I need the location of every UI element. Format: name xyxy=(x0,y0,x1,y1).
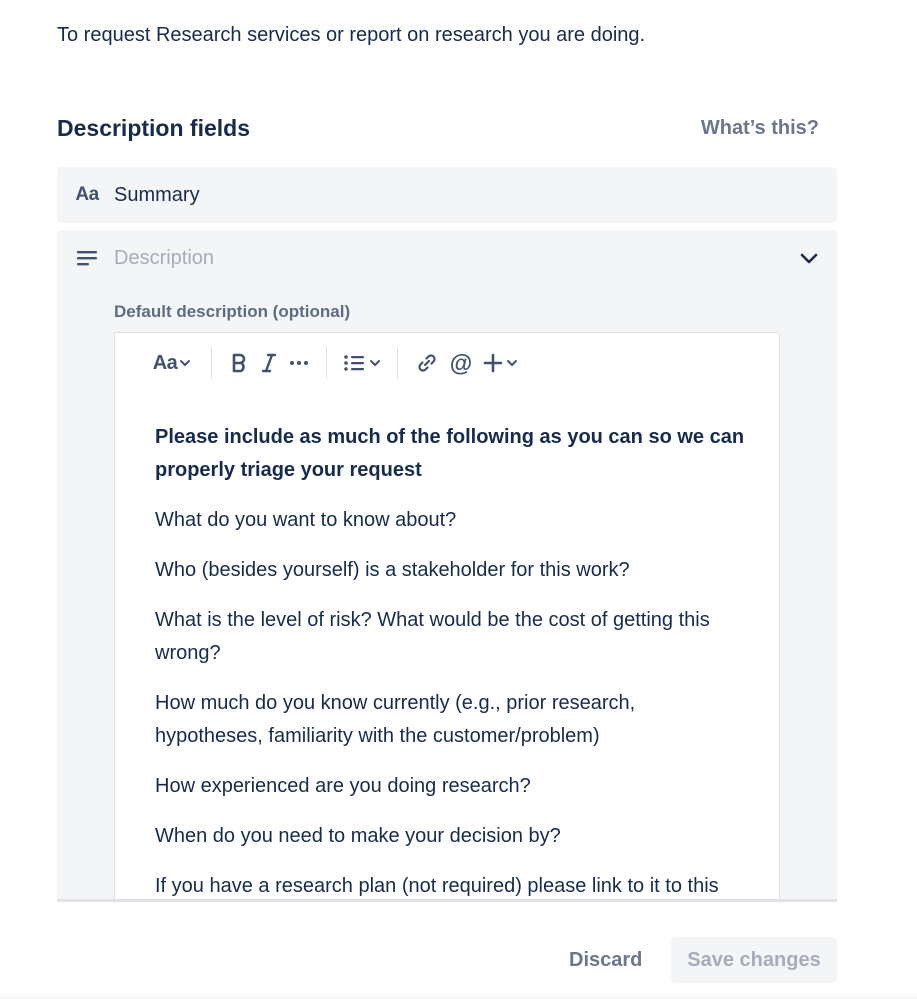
editor-paragraph: Who (besides yourself) is a stakeholder for this work? xyxy=(155,559,630,581)
text-style-icon: Aa xyxy=(152,351,178,374)
text-style-dropdown[interactable] xyxy=(145,345,199,381)
editor-paragraph: What do you want to know about? xyxy=(155,509,457,531)
editor-paragraph: When do you need to make your decision by? xyxy=(155,825,561,847)
more-formatting-button[interactable] xyxy=(284,345,314,381)
insert-dropdown[interactable] xyxy=(478,345,522,381)
chevron-down-icon xyxy=(506,357,518,369)
bold-button[interactable] xyxy=(224,345,254,381)
field-label-summary: Summary xyxy=(114,183,200,206)
editor-toolbar xyxy=(145,343,522,383)
discard-button[interactable]: Discard xyxy=(569,948,643,971)
form-footer xyxy=(0,937,917,983)
page-bottom-shade xyxy=(0,992,917,999)
default-description-editor[interactable] xyxy=(114,332,780,903)
chevron-up-icon[interactable] xyxy=(797,246,821,270)
link-button[interactable] xyxy=(410,345,444,381)
toolbar-divider xyxy=(397,347,398,379)
field-row-description xyxy=(57,230,837,902)
plus-icon xyxy=(483,353,503,373)
list-dropdown[interactable] xyxy=(339,345,385,381)
toolbar-divider xyxy=(326,347,327,379)
field-label-description: Description xyxy=(114,246,215,269)
editor-paragraph: If you have a research plan (not required) please link to it to this xyxy=(155,875,719,897)
editor-heading: Please include as much of the following as you can so we can properly triage your request xyxy=(155,426,745,481)
section-title: Description fields xyxy=(57,114,250,141)
bullet-list-icon xyxy=(343,354,365,372)
editor-paragraph: How much do you know currently (e.g., prior research, hypotheses, familiarity with the customer/problem) xyxy=(155,692,636,747)
summary-icon-glyph: Aa xyxy=(75,184,99,205)
whats-this-link[interactable]: What’s this? xyxy=(700,116,819,139)
mention-icon: @ xyxy=(449,349,473,376)
field-row-summary[interactable] xyxy=(57,167,837,223)
editor-content[interactable] xyxy=(155,421,745,903)
text-style-icon xyxy=(73,183,101,207)
scroll-divider xyxy=(57,899,837,902)
description-field-header[interactable] xyxy=(57,230,837,286)
editor-paragraph: What is the level of risk? What would be the cost of getting this wrong? xyxy=(155,609,710,664)
link-icon xyxy=(416,352,438,374)
italic-icon xyxy=(261,353,277,373)
default-description-label: Default description (optional) xyxy=(114,302,351,321)
description-fields-header xyxy=(57,108,837,148)
chevron-down-icon xyxy=(369,357,381,369)
paragraph-lines-icon xyxy=(73,246,101,270)
chevron-down-icon xyxy=(179,357,191,369)
italic-button[interactable] xyxy=(254,345,284,381)
more-icon xyxy=(289,360,309,366)
save-changes-button[interactable]: Save changes xyxy=(671,937,837,983)
editor-paragraph: How experienced are you doing research? xyxy=(155,775,531,797)
toolbar-divider xyxy=(211,347,212,379)
mention-button[interactable] xyxy=(444,345,478,381)
request-type-description: To request Research services or report on research you are doing. xyxy=(57,24,646,46)
bold-icon xyxy=(230,353,248,373)
